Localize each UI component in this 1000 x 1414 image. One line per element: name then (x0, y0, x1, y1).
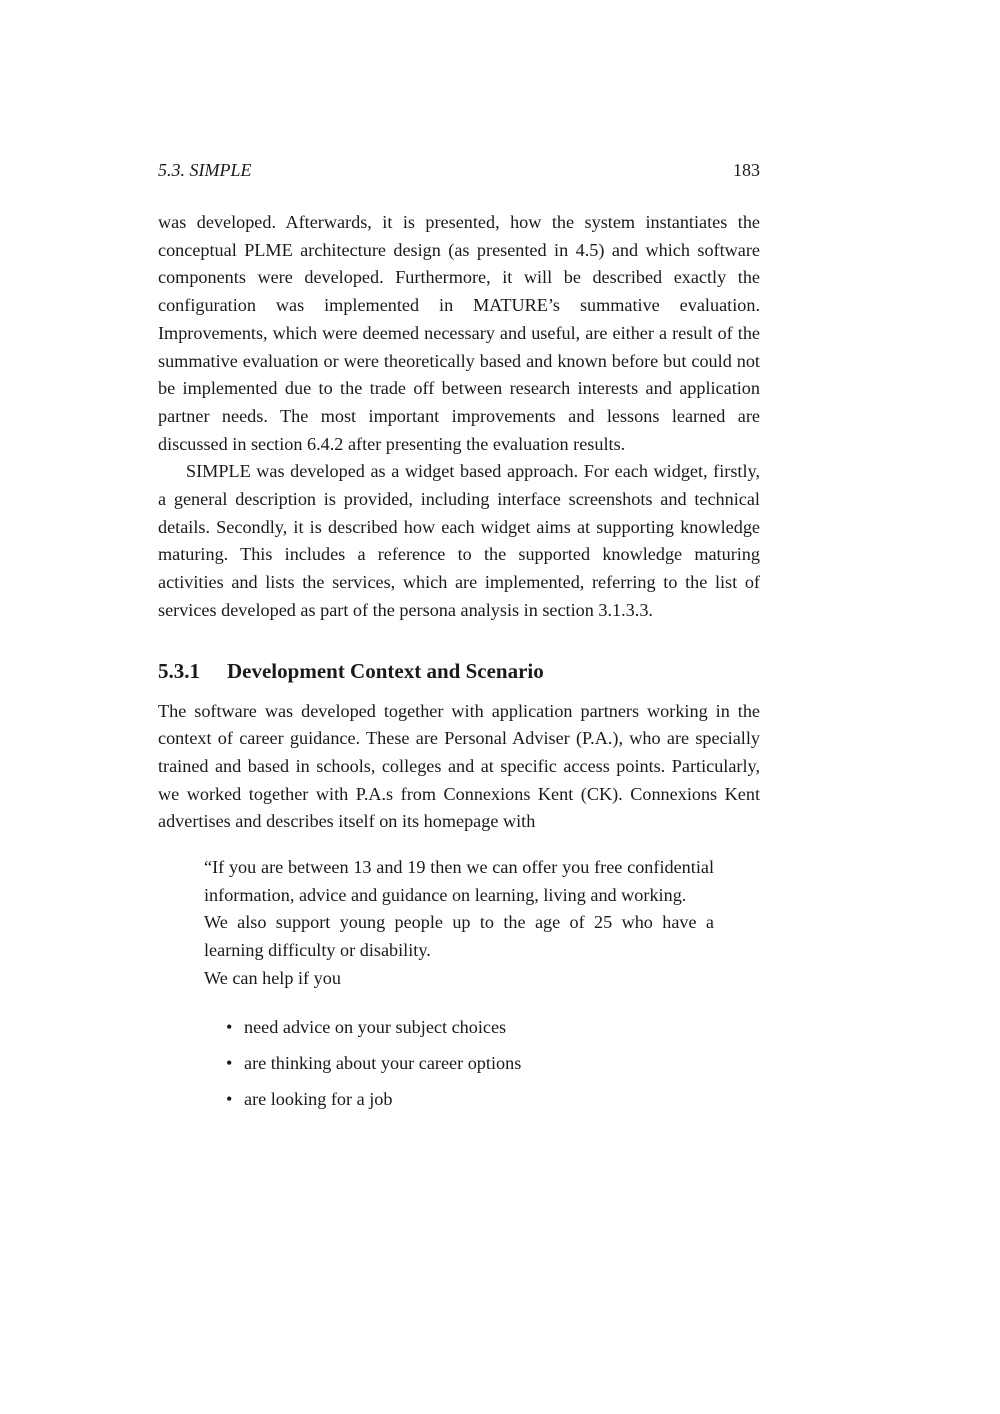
quote-paragraph-3: We can help if you (204, 967, 341, 988)
list-item (226, 1014, 714, 1042)
paragraph-2: SIMPLE was developed as a widget based approach. For each widget, firstly, a general description is provided, including interface screenshots and technical details. Secondly, it is described how each widget aims at supporting knowledge maturing. This includes a reference to the supported knowledge maturing activities and lists the services, which are implemented, referring to the list of services developed as part of the persona analysis in section 3.1.3.3. (158, 461, 760, 620)
list-item (226, 1086, 714, 1114)
list-item-text: are looking for a job (244, 1088, 393, 1109)
subsection-title: Development Context and Scenario (227, 658, 544, 683)
homepage-quote (204, 854, 714, 1114)
quote-bullet-list (204, 1014, 714, 1114)
body-text (158, 209, 760, 1122)
list-item-text: are thinking about your career options (244, 1052, 522, 1073)
bullet-icon: • (226, 1088, 233, 1109)
document-page (158, 0, 760, 1414)
header-section-title: 5.3. SIMPLE (158, 160, 252, 180)
page-number: 183 (733, 160, 760, 180)
quote-paragraph-2: We also support young people up to the age of 25 who have a learning difficulty or disability. (204, 912, 714, 961)
list-item-text: need advice on your subject choices (244, 1016, 507, 1037)
quote-paragraph-1: “If you are between 13 and 19 then we can offer you free confidential information, advice and guidance on learning, living and working. (204, 857, 714, 905)
list-item (226, 1050, 714, 1078)
bullet-icon: • (226, 1052, 233, 1073)
paragraph-1: was developed. Afterwards, it is presented, how the system instantiates the conceptual PLME architecture design (as presented in 4.5) and which software components were developed. Furthermore, it will be described exactly the configuration was implemented in MATURE’s summative evaluation. Improvements, which were deemed necessary and useful, are either a result of the summative evaluation or were theoretically based and known before but could not be implemented due to the trade off between research interests and application partner needs. The most important improvements and lessons learned are discussed in section 6.4.2 after presenting the evaluation results. (158, 212, 760, 454)
running-header (158, 160, 760, 184)
bullet-icon: • (226, 1016, 233, 1037)
subsection-number: 5.3.1 (158, 658, 200, 683)
subsection-heading (158, 657, 760, 685)
subsection-paragraph: The software was developed together with application partners working in the context of career guidance. These are Personal Adviser (P.A.), who are specially trained and based in schools, colleges and at specific access points. Particularly, we worked together with P.A.s from Connexions Kent (CK). Connexions Kent advertises and describes itself on its homepage with (158, 700, 760, 832)
